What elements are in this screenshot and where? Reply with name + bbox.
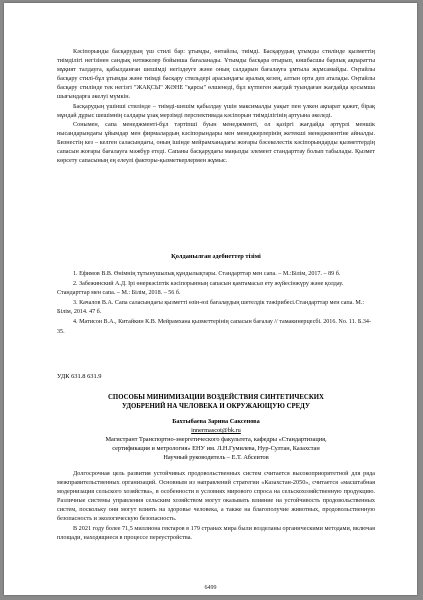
article-title-line: УДОБРЕНИЙ НА ЧЕЛОВЕКА И ОКРУЖАЮЩУЮ СРЕДУ [122,403,310,411]
body-paragraph: Долгосрочная цель развития устойчивых продовольственных систем считается высокоприоритетной для ряда межправительственных организаций. Основным из направлений стратегии «Казахстан-2050», считается «масштабная модернизация сельского хозяйства», в особенности в условиях мирового спроса на сельскохозяйственную продукцию. Различные системы управления сельским хозяйством могут оказывать влияние на устойчивость продовольственных систем, поскольку они могут влиять на здоровье человека, а также на благополучие животных, продовольственную безопасность и экологическую безопасность. [57,470,375,523]
kazakh-article-body [57,47,375,165]
body-paragraph: В 2021 году более 71,5 миллиона гектаров в 179 странах мира были возделаны органическими методами, включая площади, находящиеся в процессе переустройства. [57,524,375,541]
body-paragraph: Кәсіпорынды басқарудың үш стилі бар: ұтымды, өнтайлы, тиімді. Басқарудың ұтымды стилінде қызметтің тиімділігі негізінен сандық нәтижелер бойынша бағаланады. Ұтымды басқара отырып, көшбасшы барлық ақпаратты мұқият талдауға, қабылданған шешімді негіздеуге және оның салдарын бағалауға ұмтыла жұмсамайды. Оңтайлы басқару стилі-бұл ұтымды және тиімді басқару стильдері арасындағы аралық кезең, алтын орта деп аталады. Оңтайлы басқару стилінде тек негізгі "ЖАҚСЫ" ЖӘНЕ "қарсы" өлшенеді, бұл күтпеген жағдай туындаған жағдайда қосымша шығындарға әкелуі мүмкін. [57,48,375,101]
author-email-link[interactable]: innermascot@bk.ru [191,427,241,435]
affiliation-line: сертификация и метрология» ЕНУ им. Л.Н.Гумилева, Нур-Султан, Казахстан [112,445,320,453]
author-name: Бахтыбаева Зарина Саксенова [172,418,260,425]
russian-article-body [57,469,375,542]
references-heading: Қолданылған әдебиеттер тізімі [171,253,261,260]
body-paragraph: Сонымен, сапа менеджменті-бұл тәртіпші буын менеджменті, ол қазіргі жағдайда әртүрлі меншік нысандарындағы ұйымдар мен фирмалардың кәсіпорындары мен менеджерлерінің жетекші менеджментіне айналды. Бизнестің кез – келген саласындағы, оның ішінде мейрамханадағы жоғары бәсекелестік кәсіпорындарды қызметтердің сапасын жоғары бағалауға мәжбүр етеді. Сапаны басқарудағы маңызды элемент стандарттау болып табылады. Қызмет көрсету сапасының ең елеулі факторы-қызметкерлермен жұмыс. [57,120,375,165]
body-paragraph: Басқарудың үшінші стилінде – тиімді-шешім қабылдау үшін максималды уақыт пен үлкен ақпарат қажет, бірақ мұндай дұрыс шешімнің салдары ұзақ мерзімді перспективада кәсіпорын тиімділігінің артуына әкеледі. [57,102,375,119]
reference-item: 3. Качалов В.А. Сапа саласындағы қызметті өзін-өзі бағалаудың шетелдік тәжірибесі.Стандарттар мен сапа. М.: Білім, 2014. 47 б. [57,300,365,316]
article-title [57,393,375,412]
author-block [57,417,375,462]
reference-item: 2. Забежинский А.Д. Ірі өнеркәсіптік кәсіпорынның сапасын қамтамасыз ету жүйесінжүру және қолдау. Стандарттар мен сапа. – М.: Білім, 2018. – 56 б. [57,281,344,297]
reference-item: 4. Матисон В.А., Китайкин К.В. Мейрамхана қызметтерінің сапасын бағалау // тамакинерцесбі. 2016. No. 11. Б.34-35. [57,319,371,335]
udc-code: УДК 631.8 631.9 [57,373,102,380]
affiliation-line: Магистрант Транспортно-энергетического факультета, кафедры «Стандартизация, [105,436,327,444]
references-list [57,270,375,338]
document-page [4,3,417,595]
article-title-line: СПОСОБЫ МИНИМИЗАЦИИ ВОЗДЕЙСТВИЯ СИНТЕТИЧЕСКИХ [108,394,324,401]
supervisor-line: Научный руководитель – Е.Т. Абсеитов [163,454,269,462]
page-number: 6499 [204,585,217,591]
reference-item: 1. Ефимов В.В. Өнімнің тұтынушылық құндылықтары. Стандарттар мен сапа. – М.:Білім, 2017. – 89 б. [73,271,341,277]
